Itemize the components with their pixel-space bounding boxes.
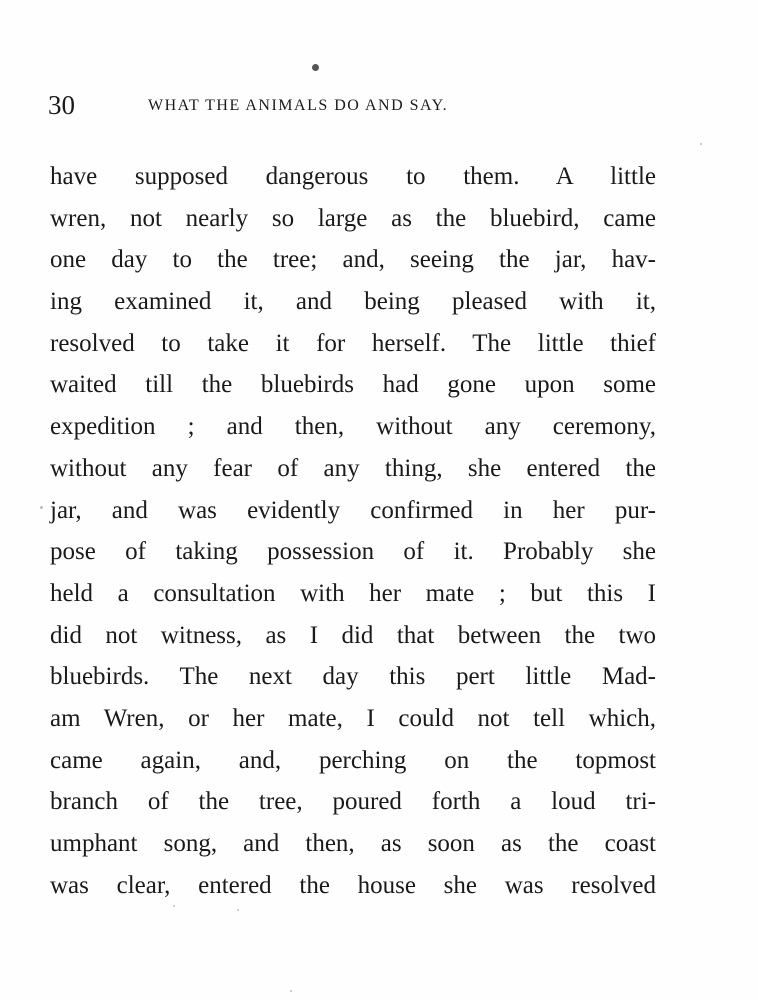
running-head [48,88,658,122]
printer-ornament [312,64,319,71]
text-line: waited till the bluebirds had gone upon some [50,371,656,399]
text-line: am Wren, or her mate, I could not tell which, [50,704,656,732]
text-line: one day to the tree; and, seeing the jar, hav- [50,246,656,274]
running-title: WHAT THE ANIMALS DO AND SAY. [148,97,449,114]
text-line: bluebirds. The next day this pert little Mad- [50,663,656,691]
text-line: did not witness, as I did that between the two [50,621,656,649]
paper-speck [237,909,239,911]
text-line: without any fear of any thing, she entered the [50,454,656,482]
paper-speck [290,990,292,992]
paper-speck [40,506,43,509]
text-line: expedition ; and then, without any ceremony, [50,413,656,441]
text-line: wren, not nearly so large as the bluebird, came [50,204,656,232]
text-line: resolved to take it for herself. The little thief [50,329,656,357]
text-line: was clear, entered the house she was resolved [50,871,656,899]
text-line: umphant song, and then, as soon as the coast [50,830,656,857]
paper-speck [700,143,702,145]
text-line: held a consultation with her mate ; but this I [50,579,656,607]
text-line: ing examined it, and being pleased with it, [50,288,656,316]
text-line: pose of taking possession of it. Probably she [50,538,656,566]
text-line: branch of the tree, poured forth a loud tri- [50,788,656,816]
text-line: have supposed dangerous to them. A little [50,163,656,190]
page-number: 30 [48,90,75,120]
text-line: came again, and, perching on the topmost [50,746,656,774]
paper-speck [173,905,175,907]
body-text [50,156,656,906]
text-line: jar, and was evidently confirmed in her pur- [50,496,656,524]
